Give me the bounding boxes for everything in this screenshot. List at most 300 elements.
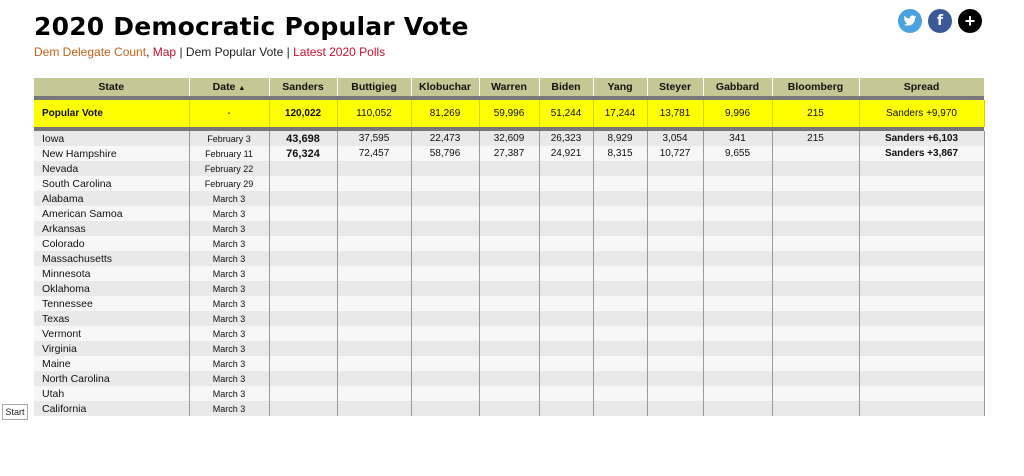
vote-cell bbox=[703, 356, 772, 371]
start-button[interactable]: Start bbox=[2, 404, 28, 420]
vote-cell bbox=[647, 206, 703, 221]
column-header-bloomberg[interactable] bbox=[772, 78, 859, 96]
vote-cell bbox=[703, 251, 772, 266]
vote-cell bbox=[772, 206, 859, 221]
vote-cell bbox=[772, 371, 859, 386]
vote-cell bbox=[703, 191, 772, 206]
state-name-cell: Minnesota bbox=[34, 266, 189, 281]
vote-cell bbox=[539, 176, 593, 191]
column-header-biden[interactable] bbox=[539, 78, 593, 96]
vote-cell bbox=[337, 326, 411, 341]
vote-cell bbox=[337, 356, 411, 371]
vote-cell bbox=[647, 401, 703, 416]
vote-cell bbox=[411, 266, 479, 281]
vote-cell bbox=[593, 371, 647, 386]
vote-cell bbox=[479, 251, 539, 266]
vote-cell: Sanders +3,867 bbox=[859, 146, 984, 161]
vote-cell bbox=[647, 386, 703, 401]
popular-vote-cell: 120,022 bbox=[269, 100, 337, 127]
vote-cell bbox=[859, 296, 984, 311]
sort-ascending-icon: ▲ bbox=[238, 85, 246, 92]
facebook-share-button[interactable] bbox=[928, 9, 952, 33]
vote-cell bbox=[411, 356, 479, 371]
column-header-sanders[interactable] bbox=[269, 78, 337, 96]
vote-cell bbox=[337, 341, 411, 356]
vote-cell bbox=[539, 161, 593, 176]
date-cell: March 3 bbox=[189, 356, 269, 371]
state-name-cell: Arkansas bbox=[34, 221, 189, 236]
vote-cell bbox=[859, 326, 984, 341]
column-header-warren[interactable] bbox=[479, 78, 539, 96]
vote-cell: 43,698 bbox=[269, 131, 337, 146]
vote-cell bbox=[479, 401, 539, 416]
vote-cell bbox=[411, 401, 479, 416]
column-header-klobuchar[interactable] bbox=[411, 78, 479, 96]
vote-cell bbox=[647, 311, 703, 326]
vote-cell: 27,387 bbox=[479, 146, 539, 161]
popular-vote-row bbox=[34, 100, 984, 127]
state-name-cell: Virginia bbox=[34, 341, 189, 356]
column-header-label: Buttigieg bbox=[351, 81, 397, 93]
table-row bbox=[34, 176, 984, 191]
vote-cell bbox=[772, 326, 859, 341]
table-row bbox=[34, 206, 984, 221]
latest-polls-link[interactable]: Latest 2020 Polls bbox=[293, 45, 386, 59]
vote-cell: 8,315 bbox=[593, 146, 647, 161]
column-header-label: Steyer bbox=[658, 81, 692, 93]
date-cell: March 3 bbox=[189, 296, 269, 311]
vote-cell bbox=[593, 356, 647, 371]
table-row bbox=[34, 296, 984, 311]
vote-cell: 76,324 bbox=[269, 146, 337, 161]
vote-cell bbox=[479, 266, 539, 281]
table-row bbox=[34, 161, 984, 176]
vote-cell bbox=[703, 371, 772, 386]
vote-cell: 8,929 bbox=[593, 131, 647, 146]
vote-cell bbox=[703, 401, 772, 416]
vote-cell bbox=[539, 236, 593, 251]
table-row bbox=[34, 341, 984, 356]
date-cell: February 11 bbox=[189, 146, 269, 161]
date-cell: February 22 bbox=[189, 161, 269, 176]
date-cell: March 3 bbox=[189, 266, 269, 281]
table-row bbox=[34, 146, 984, 161]
vote-cell bbox=[539, 266, 593, 281]
date-cell: March 3 bbox=[189, 206, 269, 221]
vote-cell bbox=[337, 221, 411, 236]
vote-cell bbox=[593, 281, 647, 296]
vote-cell: 32,609 bbox=[479, 131, 539, 146]
vote-cell bbox=[647, 266, 703, 281]
vote-cell bbox=[859, 161, 984, 176]
vote-cell bbox=[269, 401, 337, 416]
vote-cell bbox=[479, 221, 539, 236]
column-header-label: Biden bbox=[551, 81, 581, 93]
vote-cell bbox=[269, 326, 337, 341]
vote-cell bbox=[539, 341, 593, 356]
vote-cell bbox=[859, 251, 984, 266]
vote-cell bbox=[859, 311, 984, 326]
date-cell: March 3 bbox=[189, 251, 269, 266]
date-cell: February 29 bbox=[189, 176, 269, 191]
date-cell: March 3 bbox=[189, 311, 269, 326]
vote-cell bbox=[593, 236, 647, 251]
table-row bbox=[34, 191, 984, 206]
table-row bbox=[34, 386, 984, 401]
state-name-cell: South Carolina bbox=[34, 176, 189, 191]
popular-vote-cell: 81,269 bbox=[411, 100, 479, 127]
state-name-cell: Texas bbox=[34, 311, 189, 326]
vote-cell bbox=[411, 251, 479, 266]
vote-cell bbox=[772, 176, 859, 191]
vote-cell bbox=[593, 266, 647, 281]
vote-cell bbox=[269, 236, 337, 251]
vote-cell bbox=[647, 176, 703, 191]
vote-cell bbox=[539, 326, 593, 341]
column-header-yang[interactable] bbox=[593, 78, 647, 96]
vote-cell bbox=[593, 311, 647, 326]
table-row bbox=[34, 371, 984, 386]
column-header-steyer[interactable] bbox=[647, 78, 703, 96]
popular-vote-cell: Popular Vote bbox=[34, 100, 189, 127]
vote-cell bbox=[411, 281, 479, 296]
table-header-row bbox=[34, 78, 984, 96]
vote-cell bbox=[647, 236, 703, 251]
current-page-label: Dem Popular Vote bbox=[185, 45, 284, 59]
column-header-label: Klobuchar bbox=[419, 81, 471, 93]
vote-cell: 9,655 bbox=[703, 146, 772, 161]
vote-cell bbox=[859, 281, 984, 296]
state-name-cell: Maine bbox=[34, 356, 189, 371]
table-row bbox=[34, 281, 984, 296]
popular-vote-cell: - bbox=[189, 100, 269, 127]
vote-cell bbox=[593, 341, 647, 356]
table-row bbox=[34, 251, 984, 266]
facebook-icon: f bbox=[936, 13, 944, 29]
table-row bbox=[34, 356, 984, 371]
vote-cell bbox=[772, 311, 859, 326]
vote-cell bbox=[539, 356, 593, 371]
vote-cell bbox=[593, 176, 647, 191]
state-rows bbox=[34, 131, 984, 416]
popular-vote-cell: 59,996 bbox=[479, 100, 539, 127]
column-header-label: Sanders bbox=[282, 81, 324, 93]
vote-cell: 215 bbox=[772, 131, 859, 146]
vote-cell bbox=[593, 296, 647, 311]
date-cell: March 3 bbox=[189, 386, 269, 401]
state-name-cell: Iowa bbox=[34, 131, 189, 146]
vote-cell bbox=[703, 311, 772, 326]
vote-cell bbox=[539, 311, 593, 326]
date-cell: February 3 bbox=[189, 131, 269, 146]
vote-cell bbox=[859, 371, 984, 386]
date-cell: March 3 bbox=[189, 326, 269, 341]
vote-cell bbox=[772, 266, 859, 281]
vote-cell bbox=[411, 161, 479, 176]
vote-cell bbox=[337, 191, 411, 206]
vote-cell: 26,323 bbox=[539, 131, 593, 146]
vote-cell bbox=[411, 206, 479, 221]
column-header-date[interactable] bbox=[189, 78, 269, 96]
vote-cell bbox=[647, 281, 703, 296]
column-header-buttigieg[interactable] bbox=[337, 78, 411, 96]
popular-vote-cell: 51,244 bbox=[539, 100, 593, 127]
vote-cell bbox=[337, 251, 411, 266]
vote-cell bbox=[859, 176, 984, 191]
vote-cell bbox=[539, 296, 593, 311]
vote-cell bbox=[593, 401, 647, 416]
vote-cell bbox=[411, 386, 479, 401]
state-name-cell: Massachusetts bbox=[34, 251, 189, 266]
vote-cell bbox=[859, 341, 984, 356]
vote-cell bbox=[479, 296, 539, 311]
vote-cell bbox=[703, 161, 772, 176]
vote-cell bbox=[337, 281, 411, 296]
state-name-cell: Nevada bbox=[34, 161, 189, 176]
vote-cell bbox=[647, 296, 703, 311]
vote-cell bbox=[539, 281, 593, 296]
vote-cell bbox=[269, 161, 337, 176]
vote-cell: 10,727 bbox=[647, 146, 703, 161]
vote-cell bbox=[479, 371, 539, 386]
nav-separator: | bbox=[179, 45, 183, 59]
vote-cell bbox=[593, 326, 647, 341]
vote-cell bbox=[703, 176, 772, 191]
vote-cell bbox=[269, 266, 337, 281]
vote-cell: 24,921 bbox=[539, 146, 593, 161]
sub-navigation bbox=[34, 45, 385, 59]
vote-cell bbox=[859, 206, 984, 221]
vote-cell bbox=[772, 296, 859, 311]
vote-cell bbox=[479, 386, 539, 401]
nav-separator: | bbox=[286, 45, 290, 59]
table-row bbox=[34, 326, 984, 341]
vote-cell bbox=[269, 356, 337, 371]
popular-vote-cell: 13,781 bbox=[647, 100, 703, 127]
vote-cell bbox=[703, 266, 772, 281]
vote-cell bbox=[859, 221, 984, 236]
vote-cell bbox=[411, 371, 479, 386]
vote-cell bbox=[269, 386, 337, 401]
vote-cell bbox=[703, 236, 772, 251]
vote-cell bbox=[772, 341, 859, 356]
vote-cell bbox=[337, 401, 411, 416]
vote-cell bbox=[593, 386, 647, 401]
vote-cell bbox=[859, 401, 984, 416]
state-name-cell: American Samoa bbox=[34, 206, 189, 221]
popular-vote-cell: Sanders +9,970 bbox=[859, 100, 984, 127]
vote-cell bbox=[269, 371, 337, 386]
vote-cell bbox=[593, 206, 647, 221]
vote-cell bbox=[539, 386, 593, 401]
vote-cell bbox=[269, 221, 337, 236]
column-header-label: Bloomberg bbox=[787, 81, 844, 93]
vote-cell bbox=[772, 401, 859, 416]
date-cell: March 3 bbox=[189, 281, 269, 296]
vote-cell bbox=[479, 326, 539, 341]
vote-cell: 72,457 bbox=[337, 146, 411, 161]
date-cell: March 3 bbox=[189, 341, 269, 356]
column-header-label: Date bbox=[212, 81, 236, 93]
vote-cell: 58,796 bbox=[411, 146, 479, 161]
more-share-button[interactable] bbox=[958, 9, 982, 33]
column-header-label: Gabbard bbox=[715, 81, 760, 93]
vote-cell bbox=[859, 266, 984, 281]
map-link[interactable]: Map bbox=[152, 45, 177, 59]
vote-cell bbox=[479, 206, 539, 221]
date-cell: March 3 bbox=[189, 236, 269, 251]
vote-cell bbox=[337, 386, 411, 401]
popular-vote-cell: 110,052 bbox=[337, 100, 411, 127]
column-header-label: State bbox=[98, 81, 125, 93]
table-row bbox=[34, 131, 984, 146]
vote-cell bbox=[539, 401, 593, 416]
vote-cell bbox=[593, 221, 647, 236]
vote-cell bbox=[647, 161, 703, 176]
vote-cell bbox=[539, 206, 593, 221]
vote-cell bbox=[703, 221, 772, 236]
vote-cell: 341 bbox=[703, 131, 772, 146]
vote-cell bbox=[411, 221, 479, 236]
vote-cell bbox=[269, 281, 337, 296]
vote-cell bbox=[703, 296, 772, 311]
vote-cell bbox=[269, 206, 337, 221]
vote-cell bbox=[337, 311, 411, 326]
table-row bbox=[34, 311, 984, 326]
vote-cell bbox=[411, 236, 479, 251]
vote-cell: Sanders +6,103 bbox=[859, 131, 984, 146]
vote-cell bbox=[593, 191, 647, 206]
state-name-cell: Oklahoma bbox=[34, 281, 189, 296]
vote-cell bbox=[337, 176, 411, 191]
vote-cell bbox=[772, 161, 859, 176]
vote-cell bbox=[337, 161, 411, 176]
vote-cell bbox=[337, 296, 411, 311]
state-name-cell: Vermont bbox=[34, 326, 189, 341]
vote-cell bbox=[479, 161, 539, 176]
vote-cell bbox=[411, 341, 479, 356]
vote-cell bbox=[269, 251, 337, 266]
table-row bbox=[34, 266, 984, 281]
vote-cell bbox=[859, 191, 984, 206]
vote-cell bbox=[859, 386, 984, 401]
vote-cell bbox=[337, 206, 411, 221]
vote-cell bbox=[479, 311, 539, 326]
vote-cell: 37,595 bbox=[337, 131, 411, 146]
vote-cell bbox=[647, 371, 703, 386]
twitter-share-button[interactable] bbox=[898, 9, 922, 33]
vote-cell bbox=[772, 281, 859, 296]
vote-cell bbox=[647, 356, 703, 371]
vote-cell bbox=[703, 326, 772, 341]
table-row bbox=[34, 236, 984, 251]
vote-cell bbox=[269, 311, 337, 326]
vote-cell bbox=[593, 251, 647, 266]
delegate-count-link[interactable]: Dem Delegate Count bbox=[34, 45, 147, 59]
vote-cell bbox=[593, 161, 647, 176]
column-header-gabbard[interactable] bbox=[703, 78, 772, 96]
popular-vote-table bbox=[34, 78, 985, 416]
popular-vote-cell: 9,996 bbox=[703, 100, 772, 127]
vote-cell bbox=[479, 236, 539, 251]
date-cell: March 3 bbox=[189, 191, 269, 206]
state-name-cell: New Hampshire bbox=[34, 146, 189, 161]
vote-cell bbox=[703, 206, 772, 221]
plus-icon: + bbox=[964, 10, 976, 31]
column-header-spread[interactable] bbox=[859, 78, 984, 96]
table-row bbox=[34, 221, 984, 236]
vote-cell bbox=[411, 176, 479, 191]
vote-cell bbox=[539, 251, 593, 266]
vote-cell bbox=[703, 386, 772, 401]
vote-cell bbox=[539, 191, 593, 206]
state-name-cell: Tennessee bbox=[34, 296, 189, 311]
state-name-cell: Alabama bbox=[34, 191, 189, 206]
date-cell: March 3 bbox=[189, 401, 269, 416]
vote-cell bbox=[479, 281, 539, 296]
popular-vote-cell: 17,244 bbox=[593, 100, 647, 127]
state-name-cell: Utah bbox=[34, 386, 189, 401]
vote-cell bbox=[337, 266, 411, 281]
vote-cell bbox=[772, 146, 859, 161]
vote-cell bbox=[337, 236, 411, 251]
vote-cell bbox=[479, 356, 539, 371]
column-header-label: Spread bbox=[903, 81, 940, 93]
page-title: 2020 Democratic Popular Vote bbox=[34, 12, 469, 41]
vote-cell bbox=[647, 221, 703, 236]
vote-cell bbox=[772, 386, 859, 401]
vote-cell bbox=[479, 176, 539, 191]
vote-cell: 22,473 bbox=[411, 131, 479, 146]
vote-cell bbox=[411, 296, 479, 311]
nav-comma: , bbox=[146, 45, 150, 59]
column-header-state[interactable] bbox=[34, 78, 189, 96]
vote-cell bbox=[479, 191, 539, 206]
vote-cell bbox=[539, 371, 593, 386]
vote-cell bbox=[647, 341, 703, 356]
vote-cell bbox=[647, 251, 703, 266]
table-row bbox=[34, 401, 984, 416]
state-name-cell: North Carolina bbox=[34, 371, 189, 386]
vote-cell bbox=[772, 236, 859, 251]
vote-cell bbox=[772, 251, 859, 266]
vote-cell bbox=[772, 221, 859, 236]
date-cell: March 3 bbox=[189, 371, 269, 386]
vote-cell bbox=[269, 176, 337, 191]
vote-cell bbox=[479, 341, 539, 356]
vote-cell bbox=[772, 191, 859, 206]
vote-cell bbox=[269, 296, 337, 311]
vote-cell bbox=[411, 311, 479, 326]
vote-cell bbox=[859, 236, 984, 251]
column-header-label: Warren bbox=[491, 81, 527, 93]
vote-cell bbox=[411, 326, 479, 341]
vote-cell bbox=[772, 356, 859, 371]
vote-cell bbox=[647, 326, 703, 341]
twitter-icon bbox=[903, 14, 917, 28]
vote-cell bbox=[647, 191, 703, 206]
vote-cell bbox=[539, 221, 593, 236]
state-name-cell: California bbox=[34, 401, 189, 416]
vote-cell bbox=[703, 341, 772, 356]
vote-cell: 3,054 bbox=[647, 131, 703, 146]
state-name-cell: Colorado bbox=[34, 236, 189, 251]
date-cell: March 3 bbox=[189, 221, 269, 236]
vote-cell bbox=[269, 341, 337, 356]
vote-cell bbox=[411, 191, 479, 206]
popular-vote-cell: 215 bbox=[772, 100, 859, 127]
column-header-label: Yang bbox=[607, 81, 633, 93]
